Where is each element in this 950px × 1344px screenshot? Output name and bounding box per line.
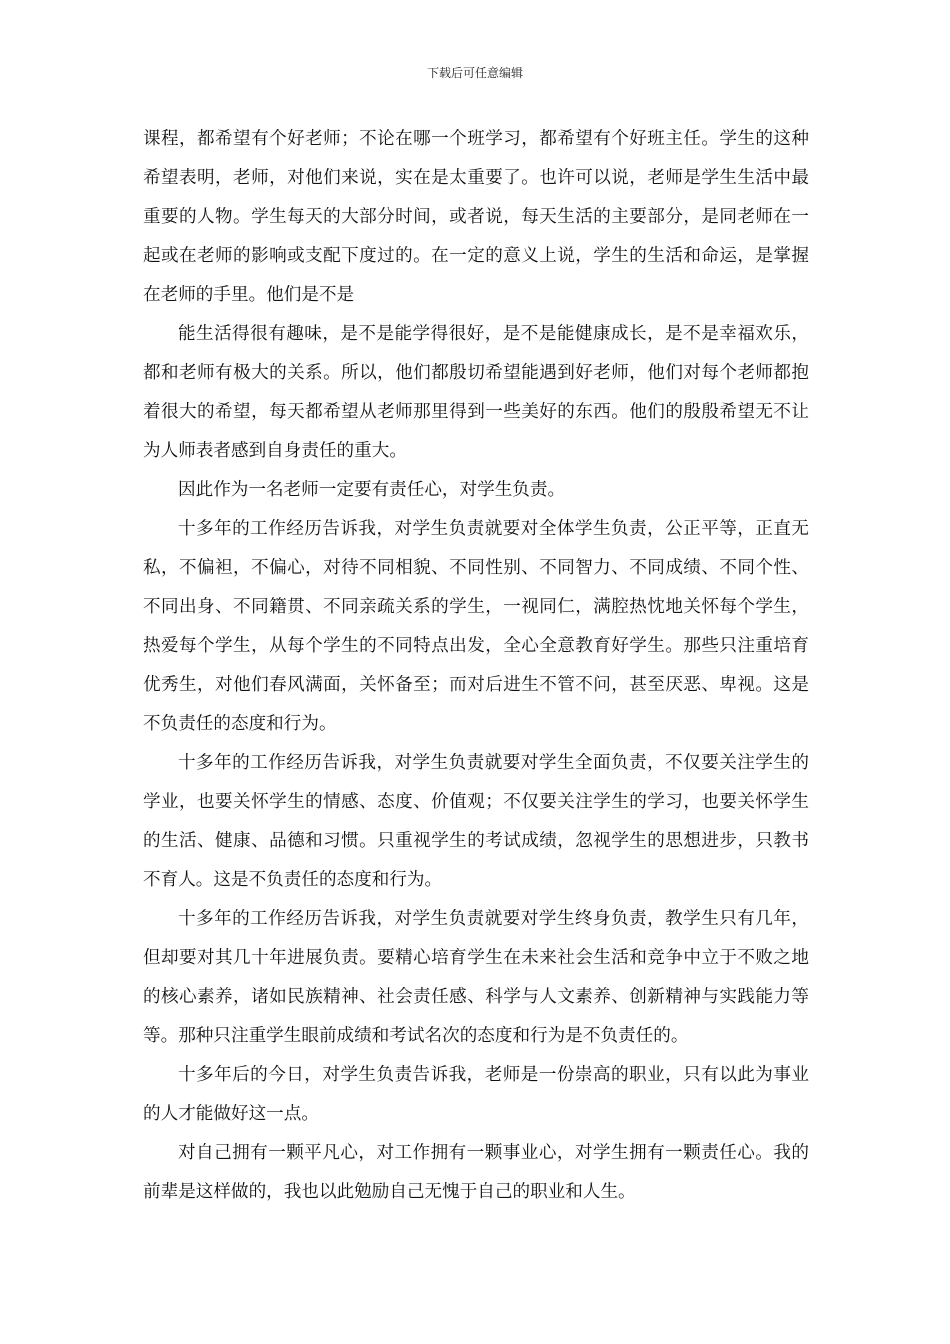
paragraph: 十多年后的今日，对学生负责告诉我，老师是一份崇高的职业，只有以此为事业的人才能做好这一点。 (143, 1065, 809, 1124)
paragraph: 十多年的工作经历告诉我，对学生负责就要对学生全面负责，不仅要关注学生的学业，也要关怀学生的情感、态度、价值观；不仅要关注学生的学习，也要关怀学生的生活、健康、品德和习惯。只重视学生的考试成绩，忽视学生的思想进步，只教书不育人。这是不负责任的态度和行为。 (143, 753, 809, 890)
paragraph: 能生活得很有趣味，是不是能学得很好，是不是能健康成长，是不是幸福欢乐，都和老师有极大的关系。所以，他们都殷切希望能遇到好老师，他们对每个老师都抱着很大的希望，每天都希望从老师那里得到一些美好的东西。他们的殷殷希望无不让为人师表者感到自身责任的重大。 (143, 324, 809, 461)
document-body (143, 120, 809, 1212)
paragraph: 十多年的工作经历告诉我，对学生负责就要对学生终身负责，教学生只有几年，但却要对其几十年进展负责。要精心培育学生在未来社会生活和竞争中立于不败之地的核心素养，诸如民族精神、社会责任感、科学与人文素养、创新精神与实践能力等等。那种只注重学生眼前成绩和考试名次的态度和行为是不负责任的。 (143, 909, 809, 1046)
paragraph: 因此作为一名老师一定要有责任心，对学生负责。 (178, 480, 566, 500)
paragraph-continued: 课程，都希望有个好老师；不论在哪一个班学习，都希望有个好班主任。学生的这种希望表明，老师，对他们来说，实在是太重要了。也许可以说，老师是学生生活中最重要的人物。学生每天的大部分时间，或者说，每天生活的主要部分，是同老师在一起或在老师的影响或支配下度过的。在一定的意义上说，学生的生活和命运，是掌握在老师的手里。他们是不是 (143, 129, 809, 305)
paragraph: 十多年的工作经历告诉我，对学生负责就要对全体学生负责，公正平等，正直无私，不偏袒，不偏心，对待不同相貌、不同性别、不同智力、不同成绩、不同个性、不同出身、不同籍贯、不同亲疏关系的学生，一视同仁，满腔热忱地关怀每个学生，热爱每个学生，从每个学生的不同特点出发，全心全意教育好学生。那些只注重培育优秀生，对他们春风满面，关怀备至；而对后进生不管不问，甚至厌恶、卑视。这是不负责任的态度和行为。 (143, 519, 809, 734)
paragraph: 对自己拥有一颗平凡心，对工作拥有一颗事业心，对学生拥有一颗责任心。我的前辈是这样做的，我也以此勉励自己无愧于自己的职业和人生。 (143, 1143, 809, 1202)
page-header: 下载后可任意编辑 (426, 66, 523, 80)
